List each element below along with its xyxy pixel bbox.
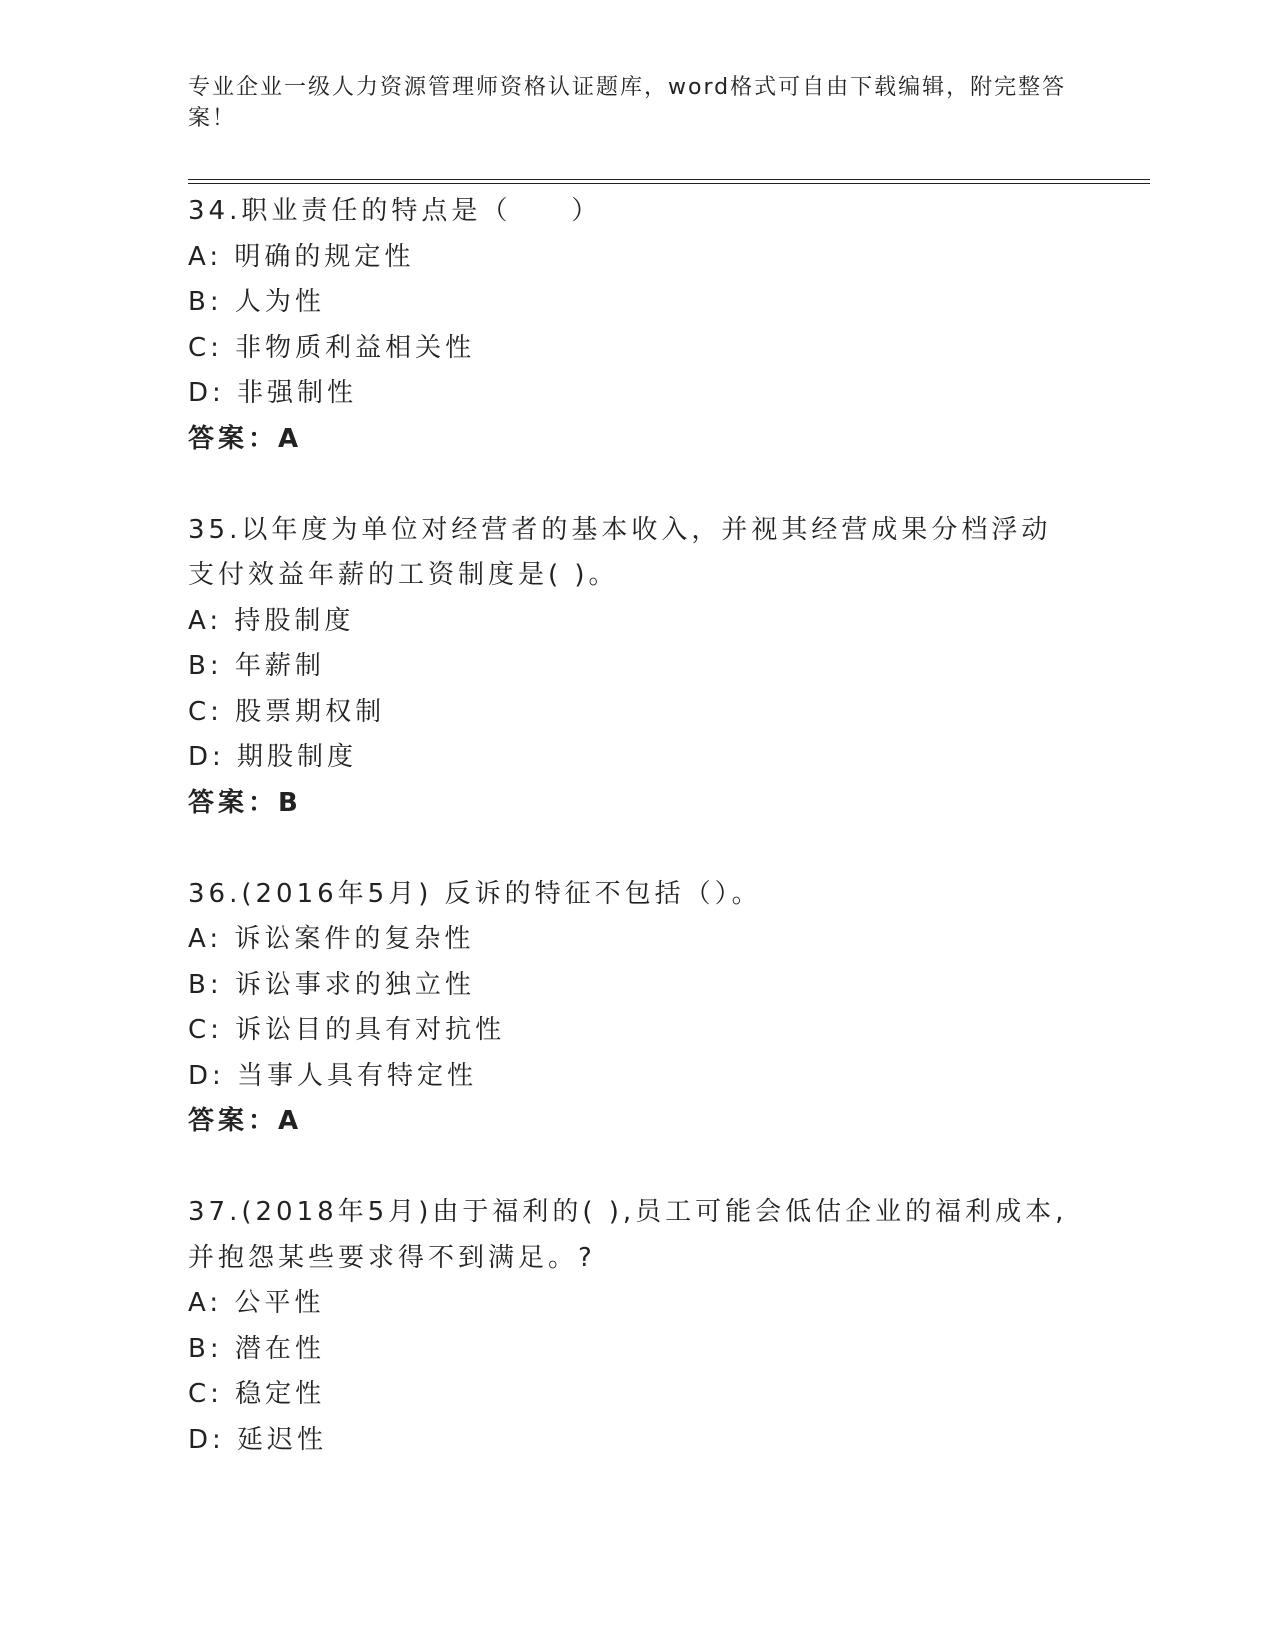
option-b: B: 年薪制 xyxy=(188,651,325,681)
option-a: A: 公平性 xyxy=(188,1288,325,1318)
answer: 答案：A xyxy=(188,1106,303,1136)
spacer xyxy=(188,462,1088,508)
option-a: A: 明确的规定性 xyxy=(188,241,415,272)
option-d: D: 当事人具有特定性 xyxy=(188,1060,478,1091)
question-37 xyxy=(188,1190,1088,1463)
option-a: A: 诉讼案件的复杂性 xyxy=(188,924,475,954)
header-rule-top xyxy=(188,179,1150,180)
answer: 答案：B xyxy=(188,787,302,818)
document-header: 专业企业一级人力资源管理师资格认证题库，word格式可自由下载编辑，附完整答案！ xyxy=(188,75,1067,131)
question-35 xyxy=(188,508,1088,827)
option-c: C: 股票期权制 xyxy=(188,696,386,727)
option-c: C: 稳定性 xyxy=(188,1379,326,1409)
spacer xyxy=(188,826,1088,872)
header-rule-bottom xyxy=(188,183,1150,184)
question-text: 35.以年度为单位对经营者的基本收入，并视其经营成果分档浮动支付效益年薪的工资制度是( )。 xyxy=(188,514,1052,590)
question-36 xyxy=(188,872,1088,1145)
question-text: 34.职业责任的特点是（ ） xyxy=(188,196,602,226)
option-b: B: 诉讼事求的独立性 xyxy=(188,969,475,1000)
question-text: 36.(2016年5月) 反诉的特征不包括（）。 xyxy=(188,878,762,909)
option-b: B: 潜在性 xyxy=(188,1333,325,1364)
option-c: C: 诉讼目的具有对抗性 xyxy=(188,1015,506,1045)
option-d: D: 延迟性 xyxy=(188,1424,328,1455)
answer: 答案：A xyxy=(188,423,303,454)
option-d: D: 非强制性 xyxy=(188,378,358,408)
option-a: A: 持股制度 xyxy=(188,605,355,636)
question-list xyxy=(188,189,1088,1463)
question-34 xyxy=(188,189,1088,462)
option-d: D: 期股制度 xyxy=(188,742,358,772)
spacer xyxy=(188,1145,1088,1191)
option-b: B: 人为性 xyxy=(188,287,325,317)
question-text: 37.(2018年5月)由于福利的( ),员工可能会低估企业的福利成本,并抱怨某些要求得不到满足。? xyxy=(188,1197,1068,1273)
option-c: C: 非物质利益相关性 xyxy=(188,332,476,363)
